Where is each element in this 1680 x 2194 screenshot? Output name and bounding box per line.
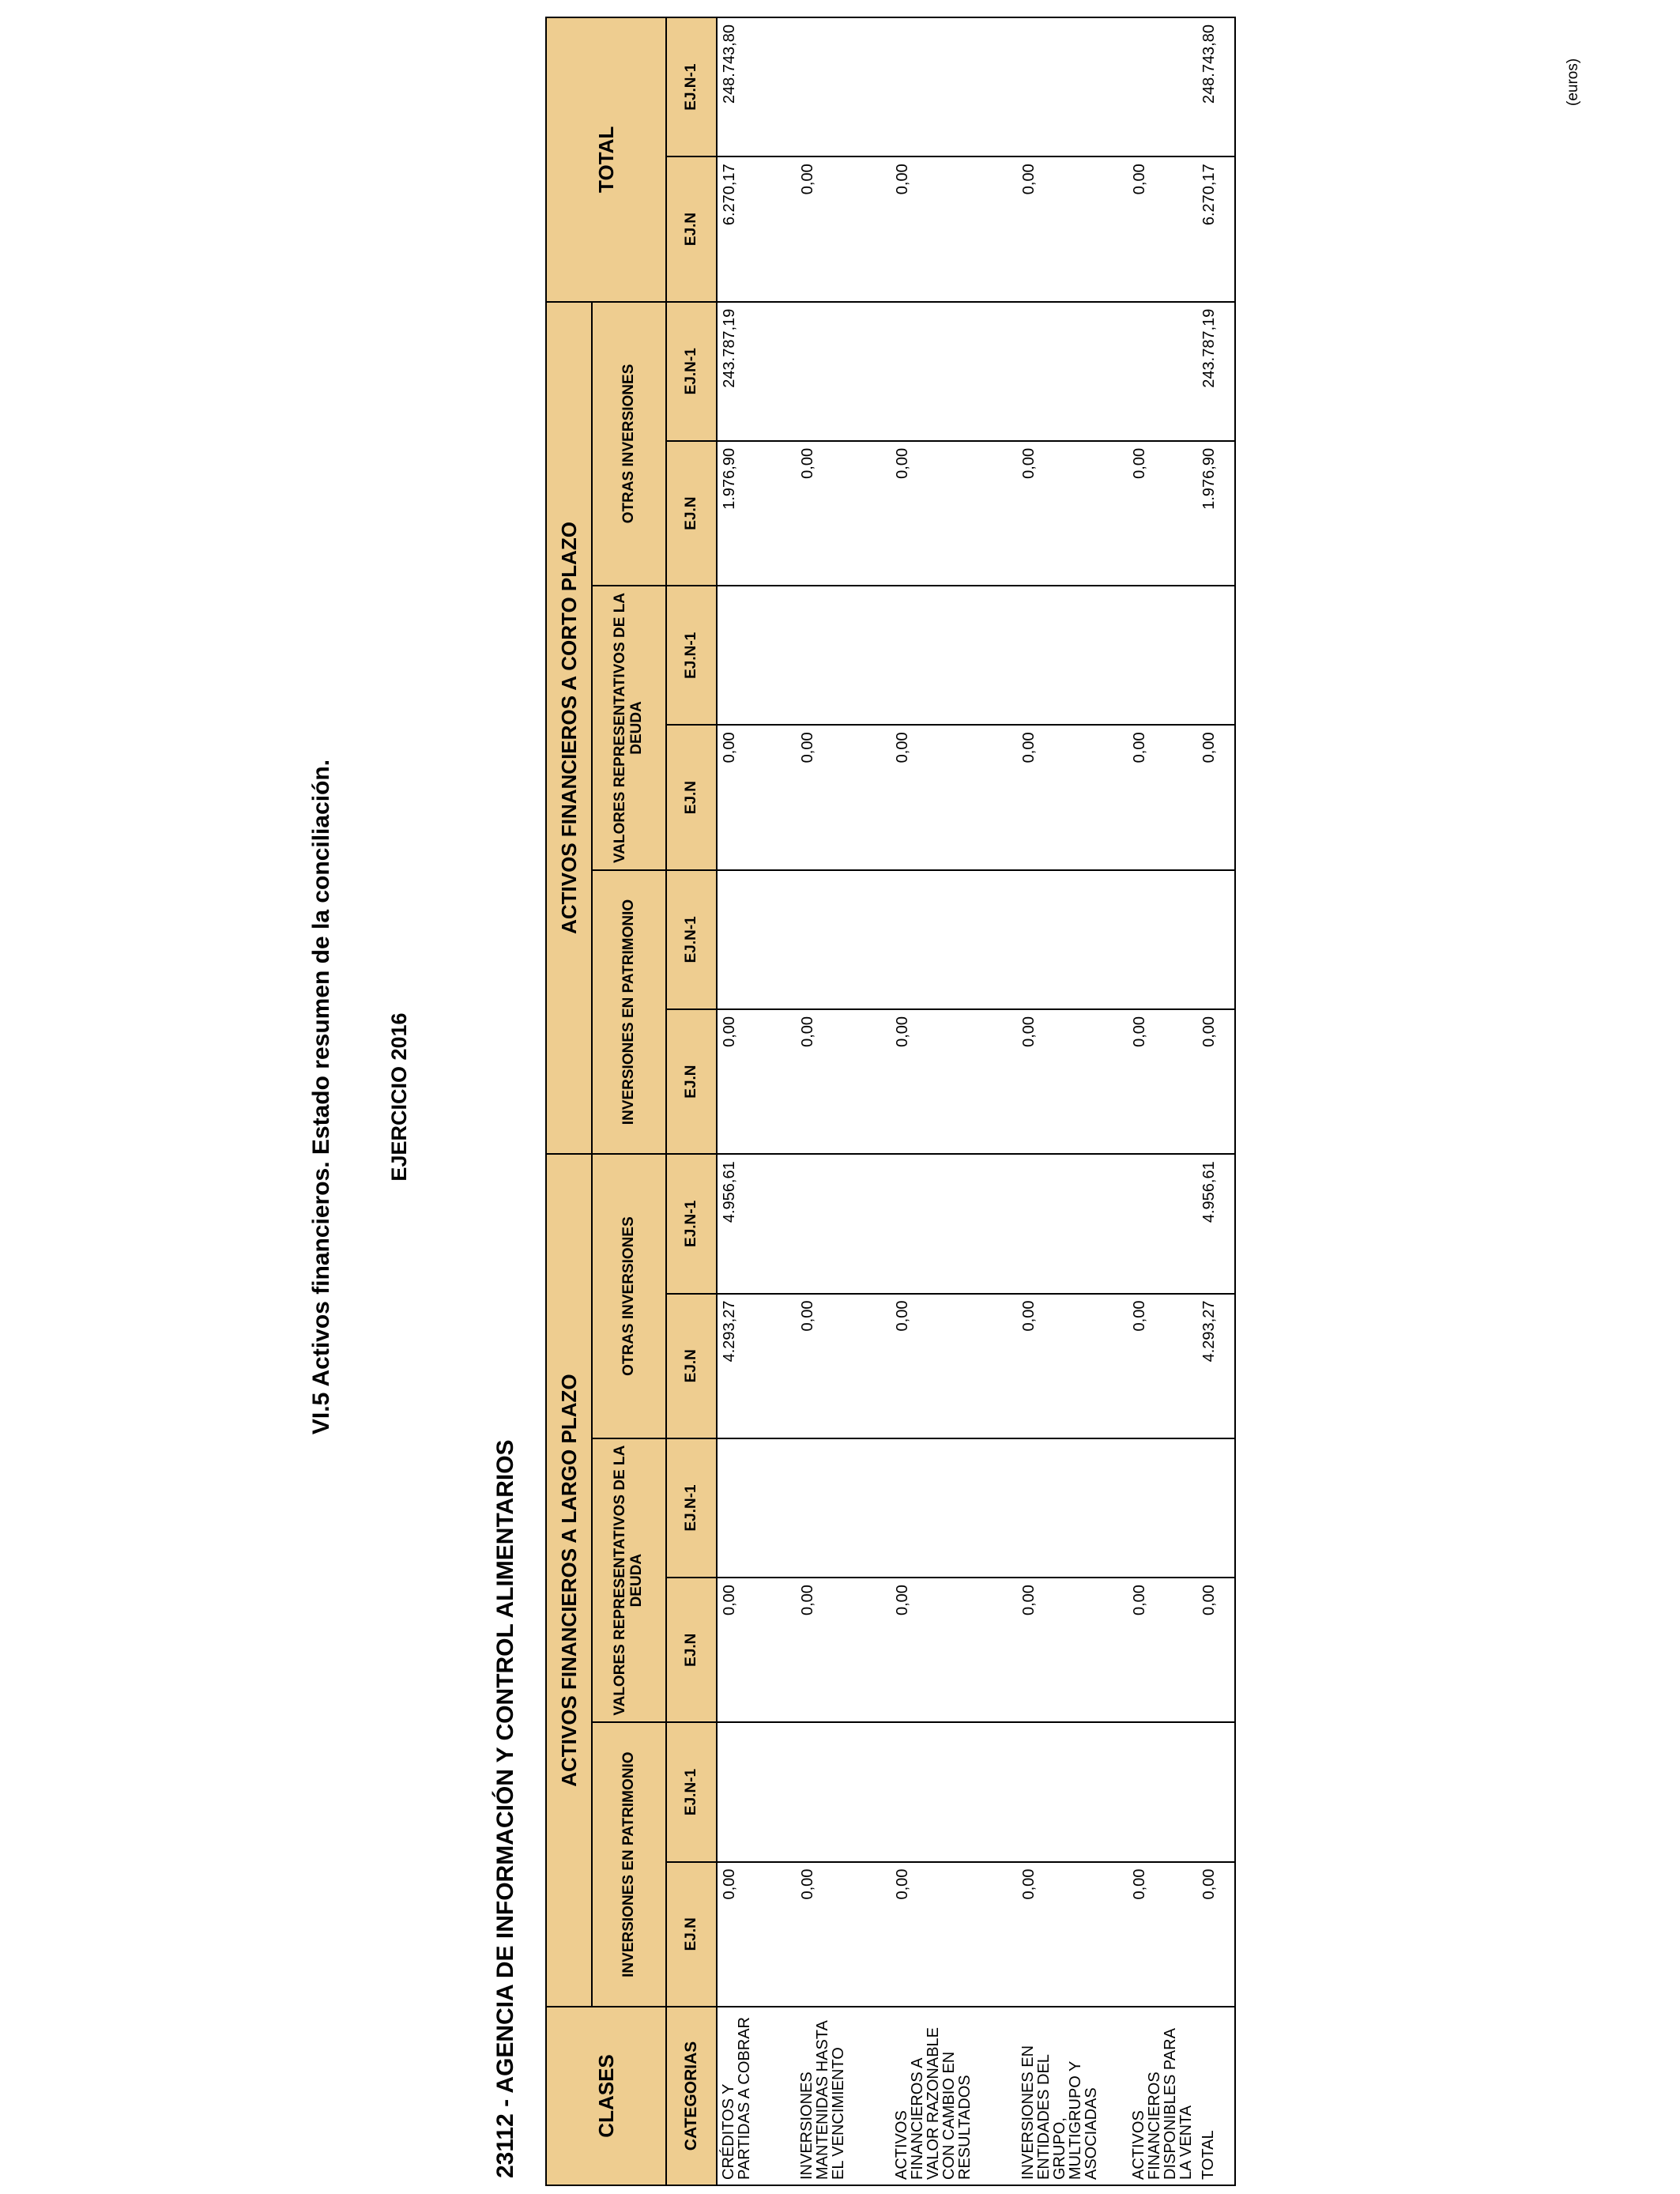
value-cell: 4.956,61 [1197, 1154, 1235, 1293]
value-cell [1197, 870, 1235, 1009]
value-cell [891, 1154, 1017, 1293]
value-cell [891, 17, 1017, 156]
value-cell [891, 1722, 1017, 1861]
value-cell: 0,00 [796, 156, 891, 301]
total-header: TOTAL [546, 17, 666, 302]
value-cell: 0,00 [1197, 1862, 1235, 2007]
value-cell [1128, 870, 1197, 1009]
value-cell: 0,00 [796, 1009, 891, 1154]
financial-assets-table [545, 17, 1236, 2186]
value-cell [1197, 1438, 1235, 1578]
value-cell [1017, 586, 1128, 725]
value-cell [1017, 1722, 1128, 1861]
value-cell [1128, 1722, 1197, 1861]
category-label: CRÉDITOS Y PARTIDAS A COBRAR [717, 2007, 796, 2185]
value-cell: 0,00 [891, 1009, 1017, 1154]
value-cell [796, 1722, 891, 1861]
value-cell: 4.956,61 [717, 1154, 796, 1293]
value-cell: 0,00 [1197, 1578, 1235, 1722]
value-cell [796, 1438, 891, 1578]
value-cell: 4.293,27 [717, 1294, 796, 1438]
value-cell: 0,00 [717, 1009, 796, 1154]
units-label: (euros) [1565, 58, 1581, 106]
document-title: VI.5 Activos financieros. Estado resumen de la conciliación. [308, 759, 334, 1435]
value-cell: 6.270,17 [717, 156, 796, 301]
ej-n-header: EJ.N [666, 1294, 717, 1438]
value-cell: 0,00 [1197, 725, 1235, 869]
largo-otras-header: OTRAS INVERSIONES [592, 1154, 666, 1438]
table-row [1197, 17, 1235, 2185]
value-cell: 0,00 [717, 1862, 796, 2007]
corto-otras-header: OTRAS INVERSIONES [592, 302, 666, 586]
value-cell [717, 1722, 796, 1861]
value-cell [1128, 17, 1197, 156]
value-cell: 0,00 [1128, 1294, 1197, 1438]
ej-n1-header: EJ.N-1 [666, 870, 717, 1009]
corto-valores-header: VALORES REPRESENTATIVOS DE LA DEUDA [592, 586, 666, 870]
largo-valores-header: VALORES REPRESENTATIVOS DE LA DEUDA [592, 1438, 666, 1723]
value-cell: 4.293,27 [1197, 1294, 1235, 1438]
value-cell: 0,00 [796, 441, 891, 586]
value-cell: 0,00 [796, 1862, 891, 2007]
value-cell: 6.270,17 [1197, 156, 1235, 301]
value-cell: 1.976,90 [1197, 441, 1235, 586]
category-label: ACTIVOS FINANCIEROS DISPONIBLES PARA LA VENTA [1128, 2007, 1197, 2185]
value-cell [717, 870, 796, 1009]
ej-n-header: EJ.N [666, 725, 717, 869]
value-cell: 0,00 [1128, 725, 1197, 869]
value-cell [717, 586, 796, 725]
value-cell [1017, 302, 1128, 441]
table-row [1017, 17, 1128, 2185]
value-cell [717, 1438, 796, 1578]
ej-n1-header: EJ.N-1 [666, 586, 717, 725]
value-cell: 0,00 [891, 1578, 1017, 1722]
value-cell: 0,00 [717, 1578, 796, 1722]
value-cell [891, 870, 1017, 1009]
value-cell [796, 586, 891, 725]
categorias-header: CATEGORIAS [666, 2007, 717, 2185]
value-cell: 0,00 [1128, 1862, 1197, 2007]
value-cell: 0,00 [1017, 1294, 1128, 1438]
value-cell: 0,00 [796, 1294, 891, 1438]
value-cell: 0,00 [891, 441, 1017, 586]
value-cell [796, 302, 891, 441]
ej-n1-header: EJ.N-1 [666, 1154, 717, 1293]
table-row [891, 17, 1017, 2185]
ej-n1-header: EJ.N-1 [666, 17, 717, 156]
value-cell [796, 1154, 891, 1293]
value-cell [1017, 1154, 1128, 1293]
largo-plazo-header: ACTIVOS FINANCIEROS A LARGO PLAZO [546, 1154, 592, 2007]
ej-n-header: EJ.N [666, 156, 717, 301]
value-cell [1017, 17, 1128, 156]
value-cell: 0,00 [1128, 156, 1197, 301]
value-cell [891, 302, 1017, 441]
value-cell: 0,00 [891, 1294, 1017, 1438]
corto-plazo-header: ACTIVOS FINANCIEROS A CORTO PLAZO [546, 302, 592, 1155]
value-cell: 0,00 [1017, 1578, 1128, 1722]
value-cell: 0,00 [796, 725, 891, 869]
value-cell: 0,00 [1017, 725, 1128, 869]
value-cell: 0,00 [891, 156, 1017, 301]
value-cell: 248.743,80 [1197, 17, 1235, 156]
value-cell: 248.743,80 [717, 17, 796, 156]
value-cell [796, 870, 891, 1009]
value-cell [1197, 1722, 1235, 1861]
value-cell: 0,00 [1128, 1578, 1197, 1722]
value-cell [1017, 1438, 1128, 1578]
value-cell: 0,00 [796, 1578, 891, 1722]
ej-n-header: EJ.N [666, 1862, 717, 2007]
value-cell: 0,00 [1197, 1009, 1235, 1154]
value-cell: 0,00 [1017, 441, 1128, 586]
category-label: TOTAL [1197, 2007, 1235, 2185]
value-cell: 243.787,19 [717, 302, 796, 441]
category-label: ACTIVOS FINANCIEROS A VALOR RAZONABLE CON CAMBIO EN RESULTADOS [891, 2007, 1017, 2185]
value-cell [1128, 1154, 1197, 1293]
value-cell [1128, 302, 1197, 441]
value-cell: 0,00 [1128, 441, 1197, 586]
ej-n-header: EJ.N [666, 1578, 717, 1722]
value-cell: 0,00 [1017, 1862, 1128, 2007]
value-cell [1017, 870, 1128, 1009]
ej-n1-header: EJ.N-1 [666, 1722, 717, 1861]
document-subtitle: EJERCICIO 2016 [387, 1012, 411, 1182]
table-row [1128, 17, 1197, 2185]
corto-patrimonio-header: INVERSIONES EN PATRIMONIO [592, 870, 666, 1155]
value-cell: 0,00 [891, 1862, 1017, 2007]
value-cell: 0,00 [1017, 1009, 1128, 1154]
entity-name: 23112 - AGENCIA DE INFORMACIÓN Y CONTROL ALIMENTARIOS [492, 1439, 518, 2178]
largo-patrimonio-header: INVERSIONES EN PATRIMONIO [592, 1722, 666, 2007]
table-row [796, 17, 891, 2185]
ej-n-header: EJ.N [666, 441, 717, 586]
value-cell: 0,00 [891, 725, 1017, 869]
category-label: INVERSIONES MANTENIDAS HASTA EL VENCIMIENTO [796, 2007, 891, 2185]
value-cell [891, 1438, 1017, 1578]
category-label: INVERSIONES EN ENTIDADES DEL GRUPO, MULTIGRUPO Y ASOCIADAS [1017, 2007, 1128, 2185]
value-cell [1197, 586, 1235, 725]
clases-header: CLASES [546, 2007, 666, 2185]
ej-n-header: EJ.N [666, 1009, 717, 1154]
ej-n1-header: EJ.N-1 [666, 302, 717, 441]
value-cell [1128, 1438, 1197, 1578]
ej-n1-header: EJ.N-1 [666, 1438, 717, 1578]
value-cell: 243.787,19 [1197, 302, 1235, 441]
value-cell [1128, 586, 1197, 725]
value-cell [796, 17, 891, 156]
value-cell: 0,00 [717, 725, 796, 869]
table-row [717, 17, 796, 2185]
value-cell [891, 586, 1017, 725]
value-cell: 1.976,90 [717, 441, 796, 586]
value-cell: 0,00 [1128, 1009, 1197, 1154]
value-cell: 0,00 [1017, 156, 1128, 301]
